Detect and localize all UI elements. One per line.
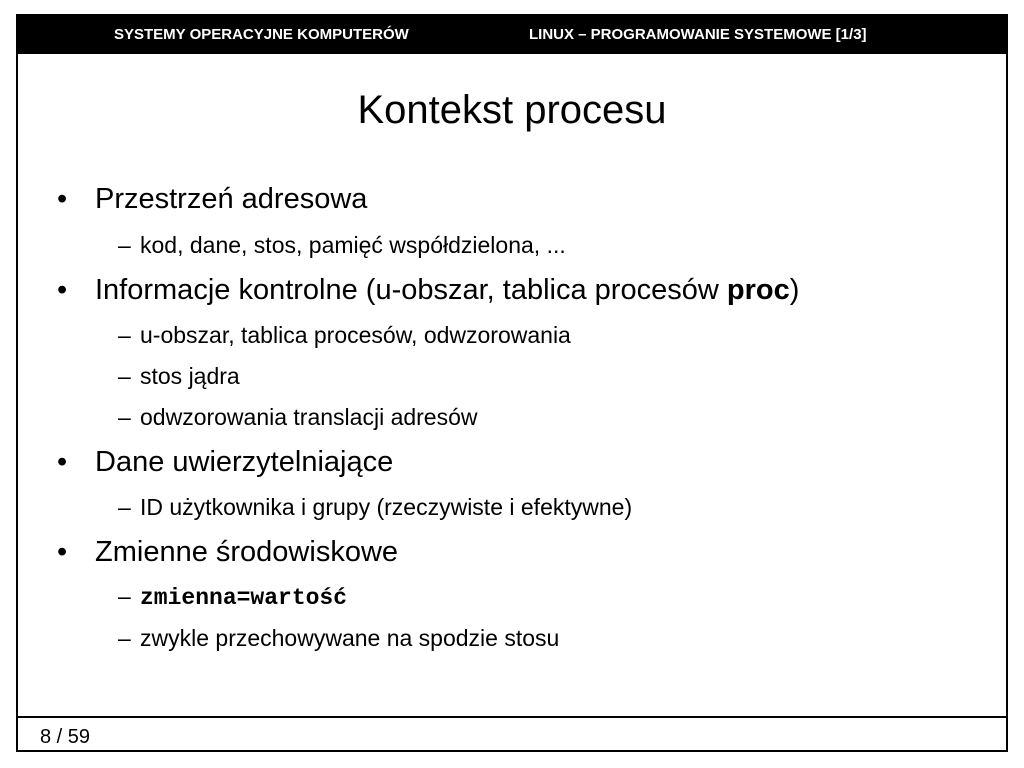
dash-marker: –	[118, 583, 131, 609]
sub-bullet-stack-bottom	[118, 624, 560, 652]
sub-bullet-u-area	[118, 321, 571, 349]
sub-bullet-text: ID użytkownika i grupy (rzeczywiste i efektywne)	[140, 494, 633, 520]
bullet-address-space	[57, 182, 368, 216]
slide-title: Kontekst procesu	[357, 88, 667, 132]
bullet-environment-variables	[57, 535, 399, 569]
sub-bullet-user-group-id	[118, 493, 633, 521]
bullet-credentials	[57, 445, 394, 479]
sub-bullet-text: odwzorowania translacji adresów	[140, 404, 478, 430]
sub-bullet-address-translation	[118, 403, 478, 431]
code-text: zmienna=wartość	[140, 585, 348, 611]
course-title: SYSTEMY OPERACYJNE KOMPUTERÓW	[114, 26, 409, 43]
bullet-text-part: Informacje kontrolne (u-obszar, tablica procesów	[95, 274, 727, 306]
bullet-text-part: )	[789, 274, 800, 306]
dash-marker: –	[118, 322, 131, 348]
bullet-text: Dane uwierzytelniające	[95, 446, 394, 478]
bullet-marker: •	[57, 446, 68, 478]
slide-frame	[16, 14, 1008, 752]
page-number: 8 / 59	[40, 726, 91, 748]
bullet-marker: •	[57, 183, 68, 215]
bullet-marker: •	[57, 536, 68, 568]
sub-bullet-variable-syntax	[118, 582, 348, 612]
lecture-title: LINUX – PROGRAMOWANIE SYSTEMOWE [1/3]	[529, 26, 867, 43]
sub-bullet-kernel-stack	[118, 362, 240, 390]
bullet-marker: •	[57, 274, 68, 306]
dash-marker: –	[118, 404, 131, 430]
slide-header	[18, 16, 1006, 54]
sub-bullet-text: kod, dane, stos, pamięć współdzielona, ...	[140, 232, 566, 258]
dash-marker: –	[118, 625, 131, 651]
bullet-text: Przestrzeń adresowa	[95, 183, 368, 215]
dash-marker: –	[118, 494, 131, 520]
bullet-control-info	[57, 273, 800, 307]
sub-bullet-text: stos jądra	[140, 363, 240, 389]
footer-divider	[18, 716, 1006, 718]
sub-bullet-text: u-obszar, tablica procesów, odwzorowania	[140, 322, 571, 348]
dash-marker: –	[118, 232, 131, 258]
sub-bullet-address-space-contents	[118, 231, 566, 259]
sub-bullet-text: zwykle przechowywane na spodzie stosu	[140, 625, 560, 651]
bullet-text-bold: proc	[726, 274, 790, 306]
bullet-text: Zmienne środowiskowe	[95, 536, 399, 568]
dash-marker: –	[118, 363, 131, 389]
